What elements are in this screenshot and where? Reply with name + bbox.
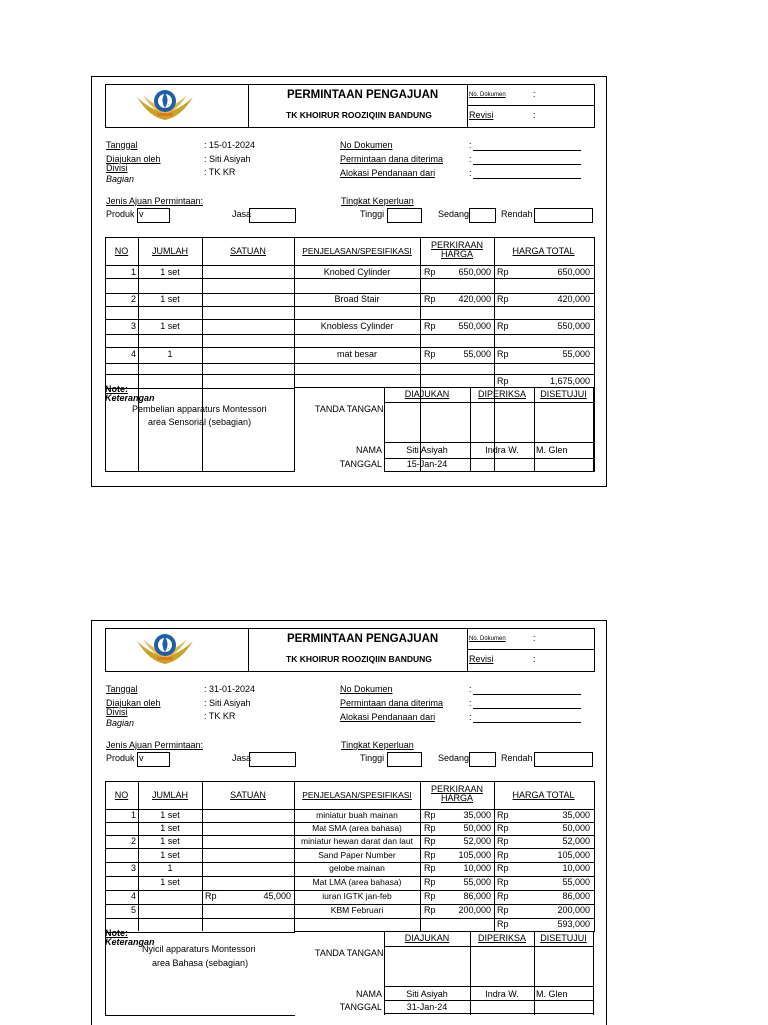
- row-spec: iuran IGTK jan-feb: [322, 891, 392, 901]
- nama-label: NAMA: [355, 989, 382, 999]
- rendah-label: Rendah: [501, 753, 533, 763]
- row-total-currency: Rp: [497, 877, 509, 887]
- nama-diperiksa: Indra W.: [485, 989, 519, 999]
- keterangan-line1: Nyicil apparaturs Montessori: [142, 944, 256, 954]
- row-spec: gelobe mainan: [329, 863, 385, 873]
- col-diajukan: DIAJUKAN: [404, 933, 450, 943]
- row-no: 2: [130, 836, 136, 846]
- nama-diajukan: Siti Asiyah: [406, 445, 448, 455]
- produk-label: Produk: [106, 753, 135, 763]
- col-diperiksa: DIPERIKSA: [477, 933, 526, 943]
- row-currency: Rp: [424, 823, 436, 833]
- tanggal-sign-label: TANGGAL: [339, 1002, 382, 1012]
- row-total-currency: Rp: [497, 810, 509, 820]
- alokasi-field[interactable]: [473, 169, 581, 179]
- row-total: 650,000: [557, 267, 590, 277]
- header-spesifikasi: PENJELASAN/SPESIFIKASI: [302, 790, 412, 800]
- no-dokumen-label: No. Dokumen: [469, 636, 506, 642]
- row-currency: Rp: [424, 863, 436, 873]
- header-satuan: SATUAN: [230, 246, 266, 256]
- tinggi-label: Tinggi: [360, 753, 385, 763]
- diajukan-label: Diajukan oleh: [106, 154, 161, 164]
- col-disetujui: DISETUJUI: [540, 389, 587, 399]
- jasa-label: Jasa: [232, 209, 252, 219]
- row-jumlah: 1 set: [160, 267, 180, 277]
- tanda-tangan-label: TANDA TANGAN: [315, 404, 384, 414]
- header-total: HARGA TOTAL: [512, 790, 575, 800]
- row-total: 50,000: [562, 823, 590, 833]
- row-price: 10,000: [463, 863, 491, 873]
- row-price: 50,000: [463, 823, 491, 833]
- dana-field[interactable]: [473, 699, 581, 709]
- row-jumlah: 1 set: [160, 810, 180, 820]
- header-perkiraan: PERKIRAAN: [430, 240, 483, 250]
- row-total: 10,000: [562, 863, 590, 873]
- row-currency: Rp: [424, 836, 436, 846]
- header-spesifikasi: PENJELASAN/SPESIFIKASI: [302, 246, 412, 256]
- tanda-tangan-label: TANDA TANGAN: [315, 948, 384, 958]
- produk-label: Produk: [106, 209, 135, 219]
- divisi-value: : TK KR: [204, 167, 236, 177]
- revisi-label: Revisi: [469, 654, 494, 664]
- diajukan-value: : Siti Asiyah: [204, 698, 251, 708]
- row-price: 86,000: [463, 891, 491, 901]
- jenis-label: Jenis Ajuan Permintaan:: [106, 740, 204, 750]
- row-spec: Mat SMA (area bahasa): [312, 823, 402, 833]
- row-price: 200,000: [458, 905, 491, 915]
- row-total-currency: Rp: [497, 836, 509, 846]
- grand-total: 1,675,000: [549, 376, 590, 386]
- row-price: 55,000: [463, 877, 491, 887]
- header-satuan: SATUAN: [230, 790, 266, 800]
- form-title: PERMINTAAN PENGAJUAN: [287, 633, 439, 645]
- tanggal-sign-value: 31-Jan-24: [406, 1002, 448, 1012]
- school-logo: [135, 87, 195, 123]
- produk-checkbox[interactable]: v: [137, 208, 170, 223]
- jasa-checkbox[interactable]: [249, 752, 296, 767]
- row-price: 650,000: [458, 267, 491, 277]
- produk-checkbox[interactable]: v: [137, 752, 170, 767]
- header-jumlah: JUMLAH: [151, 790, 188, 800]
- row-spec: Sand Paper Number: [318, 850, 396, 860]
- nama-disetujui: M. Glen: [536, 989, 568, 999]
- request-form-2: PERMINTAAN PENGAJUAN TK KHOIRUR ROOZIQIIN BANDUNG No. Dokumen : Revisi : Tanggal : 31-01-2024 Diajukan oleh : Siti Asiyah Divisi : TK KR Bagian No Dokumen Permintaan dana diterima Alokasi Pendanaan dari : : : Jenis Ajuan Permintaan: Produk v Jasa Tingkat Keperluan Tinggi Sedang Rendah NO JUMLAH SATUAN PENJELASAN/SPESIFIKASI PERKIRAAN HARGA HARGA TOTAL 1 1 set miniatur buah mainan Rp 35,000 Rp 35,000 1 set Mat SMA (area bahasa) Rp 50,000 Rp 50,000 2 1 set miniatur hewan darat dan laut Rp 52,000 Rp 52,000 1 set Sand Paper Number Rp 105,000 Rp 105,000 3 1 gelobe mainan Rp 10,000 Rp 10,000 1 set Mat LMA (area bahasa) Rp 55,000 Rp 55,000 4 Rp 45,000 iuran IGTK jan-feb Rp 86,000 Rp 86,000 5 KBM Februari Rp 200,000 Rp 200,000 Rp 593,000 Note: Keterangan Nyicil apparaturs Montessori area Bahasa (sebagian) DIAJUKAN DIPERIKSA DISETUJUI TANDA TANGAN NAMA TANGGAL Siti Asiyah Indra W. M. Glen 31-Jan-24: [91, 620, 607, 1025]
- row-total-currency: Rp: [497, 863, 509, 873]
- nama-diperiksa: Indra W.: [485, 445, 519, 455]
- note-label: Note:: [105, 928, 128, 938]
- row-no: 4: [130, 891, 136, 901]
- row-currency: Rp: [424, 810, 436, 820]
- alokasi-field[interactable]: [473, 713, 581, 723]
- nama-disetujui: M. Glen: [536, 445, 568, 455]
- row-total: 86,000: [562, 891, 590, 901]
- col-disetujui: DISETUJUI: [540, 933, 587, 943]
- tanggal-value: : 15-01-2024: [204, 140, 256, 150]
- row-spec: miniatur hewan darat dan laut: [301, 836, 413, 846]
- bagian-label: Bagian: [106, 718, 135, 728]
- row-jumlah: 1 set: [160, 877, 180, 887]
- row-jumlah: 1: [167, 863, 173, 873]
- row-spec: miniatur buah mainan: [316, 810, 398, 820]
- row-total: 55,000: [562, 877, 590, 887]
- tanggal-sign-label: TANGGAL: [339, 459, 382, 469]
- keterangan-line1: Pembelian apparaturs Montessori: [132, 404, 267, 414]
- divisi-label: Divisi: [106, 707, 128, 717]
- col-diperiksa: DIPERIKSA: [477, 389, 526, 399]
- form-title: PERMINTAAN PENGAJUAN: [287, 89, 439, 101]
- col-diajukan: DIAJUKAN: [404, 389, 450, 399]
- rendah-checkbox[interactable]: [534, 752, 593, 767]
- header-no: NO: [114, 790, 129, 800]
- header-no: NO: [114, 246, 129, 256]
- jenis-label: Jenis Ajuan Permintaan:: [106, 196, 204, 206]
- diajukan-value: : Siti Asiyah: [204, 154, 251, 164]
- nama-diajukan: Siti Asiyah: [406, 989, 448, 999]
- school-name: TK KHOIRUR ROOZIQIIN BANDUNG: [286, 654, 432, 664]
- row-no: 5: [130, 905, 136, 915]
- tingkat-label: Tingkat Keperluan: [341, 196, 414, 206]
- row-currency: Rp: [424, 850, 436, 860]
- row-satuan-currency: Rp: [205, 891, 217, 901]
- diajukan-label: Diajukan oleh: [106, 698, 161, 708]
- dana-label: Permintaan dana diterima: [340, 154, 444, 164]
- row-jumlah: 1 set: [160, 836, 180, 846]
- revisi-label: Revisi: [469, 110, 494, 120]
- row-no: 1: [130, 267, 136, 277]
- no-dok-field[interactable]: [473, 141, 581, 151]
- row-spec: KBM Februari: [330, 905, 384, 915]
- header-harga: HARGA: [440, 793, 473, 803]
- tanggal-sign-value: 15-Jan-24: [406, 459, 448, 469]
- no-dokumen-label: No. Dokumen: [469, 92, 506, 98]
- row-total: 35,000: [562, 810, 590, 820]
- row-currency: Rp: [424, 877, 436, 887]
- keterangan-line2: area Bahasa (sebagian): [152, 958, 249, 968]
- row-price: 52,000: [463, 836, 491, 846]
- row-total-currency: Rp: [497, 891, 509, 901]
- bagian-label: Bagian: [106, 174, 135, 184]
- rendah-checkbox[interactable]: [534, 208, 593, 223]
- row-currency: Rp: [424, 891, 436, 901]
- alokasi-label: Alokasi Pendanaan dari: [340, 712, 436, 722]
- school-logo: [135, 631, 195, 667]
- row-spec: Knobed Cylinder: [323, 267, 391, 277]
- sedang-label: Sedang: [438, 209, 470, 219]
- rendah-label: Rendah: [501, 209, 533, 219]
- header-jumlah: JUMLAH: [151, 246, 188, 256]
- header-perkiraan: PERKIRAAN: [430, 784, 483, 794]
- no-dok-label: No Dokumen: [340, 684, 393, 694]
- sedang-checkbox[interactable]: [469, 752, 496, 767]
- tingkat-label: Tingkat Keperluan: [341, 740, 414, 750]
- sedang-label: Sedang: [438, 753, 470, 763]
- sedang-checkbox[interactable]: [469, 208, 496, 223]
- row-total-currency: Rp: [497, 823, 509, 833]
- header-total: HARGA TOTAL: [512, 246, 575, 256]
- row-currency: Rp: [424, 905, 436, 915]
- row-jumlah: 1 set: [160, 823, 180, 833]
- dana-field[interactable]: [473, 155, 581, 165]
- alokasi-label: Alokasi Pendanaan dari: [340, 168, 436, 178]
- grand-total: 593,000: [557, 919, 590, 929]
- tinggi-checkbox[interactable]: [387, 208, 422, 223]
- row-total-currency: Rp: [497, 850, 509, 860]
- divisi-label: Divisi: [106, 163, 128, 173]
- row-no: 3: [130, 863, 136, 873]
- request-form-1: PERMINTAAN PENGAJUAN TK KHOIRUR ROOZIQIIN BANDUNG No. Dokumen : Revisi : Tanggal : 15-01-2024 Diajukan oleh : Siti Asiyah Divisi : TK KR Bagian No Dokumen Permintaan dana diterima Alokasi Pendanaan dari : : : Jenis Ajuan Permintaan: Produk v Jasa Tingkat Keperluan Tinggi Sedang Rendah NO JUMLAH SATUAN PENJELASAN/SPESIFIKASI PERKIRAAN HARGA HARGA TOTAL 1 1 set Knobed Cylinder Rp 650,000 Rp 650,000 2 1 set Broad Stair Rp 420,000 Rp 420,000 3 1 set Knobless Cylinder Rp 550,000 Rp 550,000 4 1 mat besar Rp 55,000 Rp 55,000 Rp 1,675,000 Note: Keterangan Pembelian apparaturs Montessori area Sensorial (sebagian) DIAJUKAN DIPERIKSA DISETUJUI TANDA TANGAN NAMA TANGGAL Siti Asiyah Indra W. M. Glen 15-Jan-24: [91, 76, 607, 487]
- row-price: 105,000: [458, 850, 491, 860]
- school-name: TK KHOIRUR ROOZIQIIN BANDUNG: [286, 110, 432, 120]
- jasa-checkbox[interactable]: [249, 208, 296, 223]
- row-total: 105,000: [557, 850, 590, 860]
- row-no: 1: [130, 810, 136, 820]
- header-harga: HARGA: [440, 249, 473, 259]
- divisi-value: : TK KR: [204, 711, 236, 721]
- nama-label: NAMA: [355, 445, 382, 455]
- note-label: Note:: [105, 384, 128, 394]
- keterangan-label: Keterangan: [105, 393, 155, 403]
- tanggal-label: Tanggal: [106, 140, 138, 150]
- tinggi-checkbox[interactable]: [387, 752, 422, 767]
- keterangan-line2: area Sensorial (sebagian): [148, 417, 252, 427]
- tanggal-value: : 31-01-2024: [204, 684, 256, 694]
- row-price: 35,000: [463, 810, 491, 820]
- no-dok-label: No Dokumen: [340, 140, 393, 150]
- row-jumlah: 1 set: [160, 850, 180, 860]
- tinggi-label: Tinggi: [360, 209, 385, 219]
- row-total: 200,000: [557, 905, 590, 915]
- row-satuan-value: 45,000: [263, 891, 291, 901]
- row-spec: Mat LMA (area bahasa): [312, 877, 402, 887]
- row-total-currency: Rp: [497, 905, 509, 915]
- row-total: 52,000: [562, 836, 590, 846]
- keterangan-label: Keterangan: [105, 937, 155, 947]
- tanggal-label: Tanggal: [106, 684, 138, 694]
- no-dok-field[interactable]: [473, 685, 581, 695]
- jasa-label: Jasa: [232, 753, 252, 763]
- dana-label: Permintaan dana diterima: [340, 698, 444, 708]
